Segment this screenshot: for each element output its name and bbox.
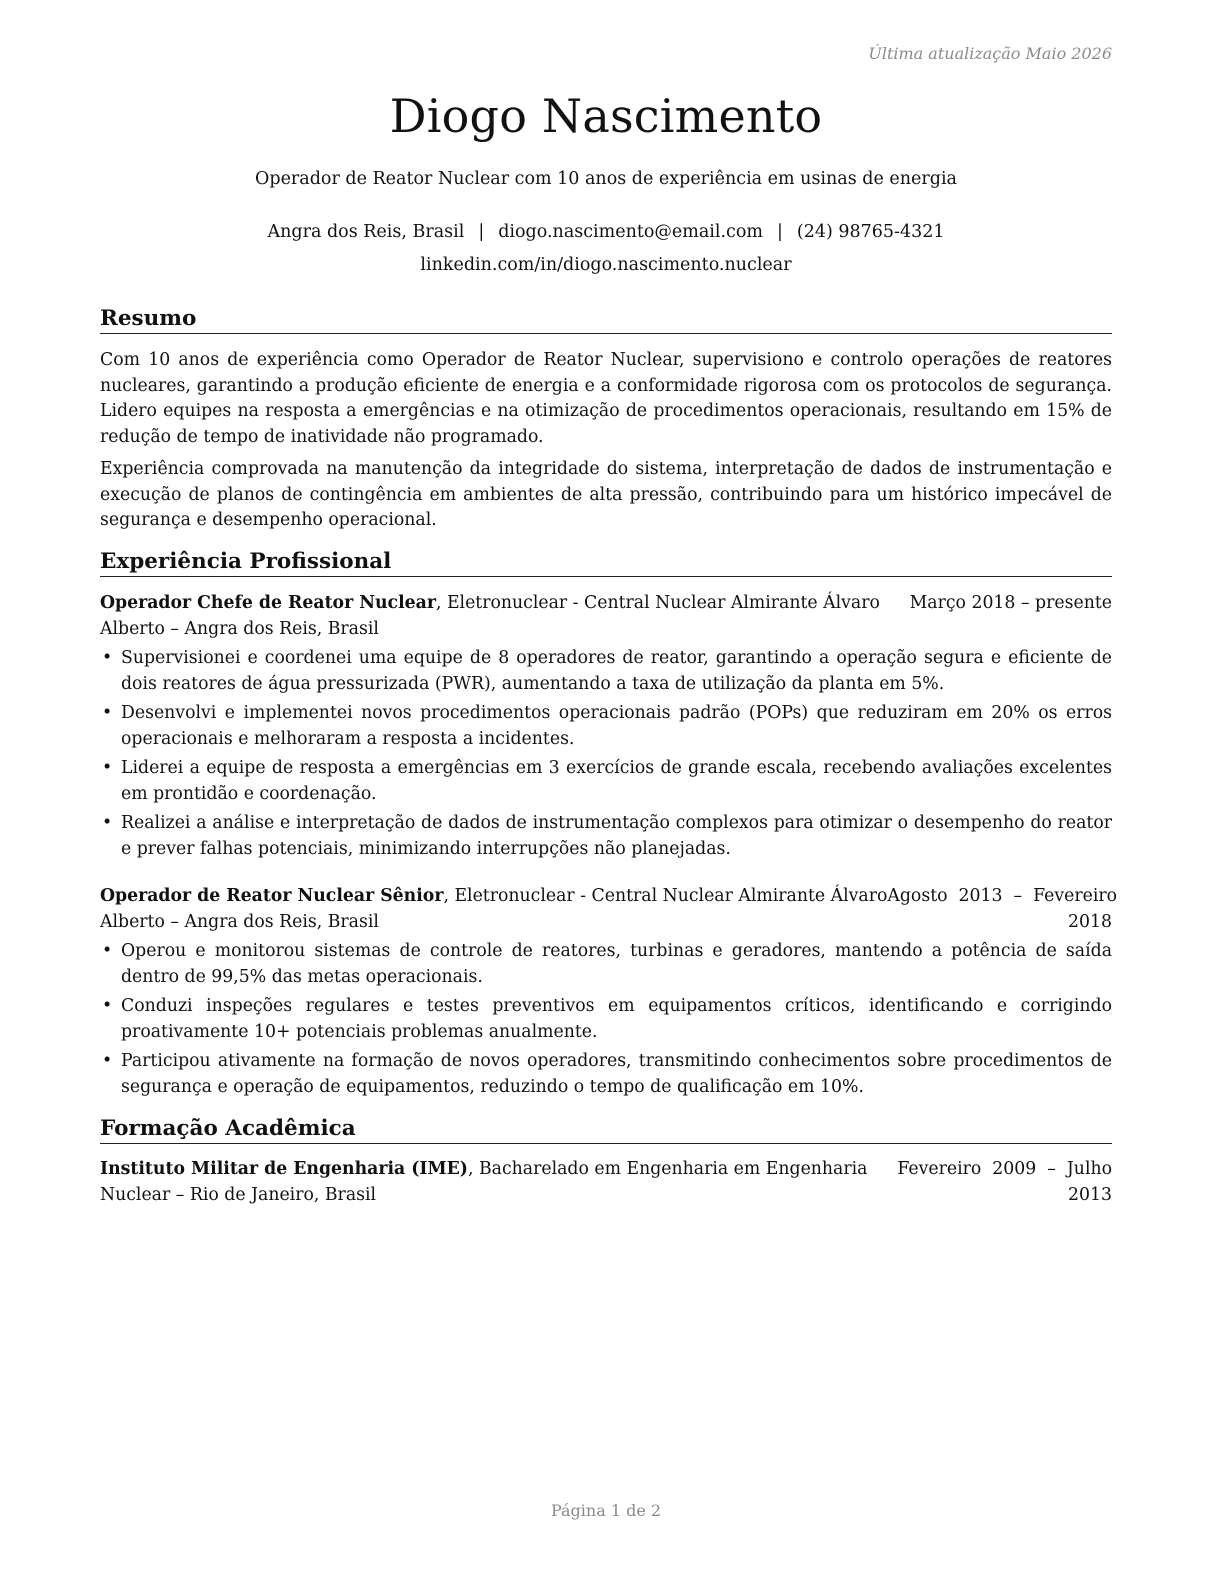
job-bullet: • Conduzi inspeções regulares e testes preventivos em equipamentos críticos, identificando e corrigindo proativamente 10+ potenciais problemas anualmente. bbox=[100, 994, 1112, 1045]
education-dates-continued: 2013 bbox=[1068, 1184, 1112, 1205]
job-dates: Março 2018 – presente bbox=[909, 593, 1112, 613]
job-header bbox=[100, 591, 1112, 642]
job-bullet: • Supervisionei e coordenei uma equipe de 8 operadores de reator, garantindo a operação segura e eficiente de dois reatores de água pressurizada (PWR), aumentando a taxa de utilização da planta em 5%. bbox=[100, 646, 1112, 697]
contact-location: Angra dos Reis, Brasil bbox=[267, 222, 465, 242]
contact-separator: | bbox=[478, 222, 485, 242]
section-title-experience: Experiência Profissional bbox=[100, 549, 1112, 577]
contact-info bbox=[100, 220, 1112, 244]
summary-paragraph: Experiência comprovada na manutenção da integridade do sistema, interpretação de dados de instrumentação e execução de planos de contingência em ambientes de alta pressão, contribuindo para um histórico impecável de segurança e desempenho operacional. bbox=[100, 459, 1112, 530]
section-title-summary: Resumo bbox=[100, 306, 1112, 334]
job-company: , Eletronuclear - Central Nuclear Almirante Álvaro bbox=[443, 886, 888, 906]
job-bullet: • Operou e monitorou sistemas de controle de reatores, turbinas e geradores, mantendo a potência de saída dentro de 99,5% das metas operacionais. bbox=[100, 939, 1112, 990]
education-dates: Fevereiro 2009 – Julho bbox=[897, 1159, 1112, 1179]
education-entry bbox=[100, 1157, 1112, 1208]
summary-paragraph: Com 10 anos de experiência como Operador de Reator Nuclear, supervisiono e controlo operações de reatores nucleares, garantindo a produção eficiente de energia e a conformidade rigorosa com os protocolos de segurança. Lidero equipes na resposta a emergências e na otimização de procedimentos operacionais, resultando em 15% de redução de tempo de inatividade não programado. bbox=[100, 350, 1112, 447]
job-bullet-list bbox=[100, 646, 1112, 862]
education-degree: , Bacharelado em Engenharia em Engenharia bbox=[467, 1159, 868, 1179]
contact-separator: | bbox=[777, 222, 783, 242]
education-institution: Instituto Militar de Engenharia (IME) bbox=[100, 1159, 468, 1179]
job-company-location: Alberto – Angra dos Reis, Brasil bbox=[100, 911, 379, 932]
contact-phone: (24) 98765-4321 bbox=[796, 222, 945, 242]
job-company: , Eletronuclear - Central Nuclear Almirante Álvaro bbox=[435, 593, 880, 613]
job-role: Operador de Reator Nuclear Sênior bbox=[100, 886, 444, 906]
job-bullet-list bbox=[100, 939, 1112, 1100]
candidate-name: Diogo Nascimento bbox=[389, 89, 823, 143]
last-updated-note: Última atualização Maio 2026 bbox=[868, 44, 1112, 63]
contact-linkedin[interactable]: linkedin.com/in/diogo.nascimento.nuclear bbox=[420, 255, 792, 275]
education-degree-location: Nuclear – Rio de Janeiro, Brasil bbox=[100, 1184, 377, 1205]
job-dates-continued: 2018 bbox=[1068, 911, 1112, 932]
job-header bbox=[100, 884, 1118, 935]
resume-page bbox=[100, 0, 1118, 1584]
job-bullet: • Realizei a análise e interpretação de dados de instrumentação complexos para otimizar o desempenho do reator e prever falhas potenciais, minimizando interrupções não planejadas. bbox=[100, 811, 1112, 862]
job-bullet: • Participou ativamente na formação de novos operadores, transmitindo conhecimentos sobre procedimentos de segurança e operação de equipamentos, reduzindo o tempo de qualificação em 10%. bbox=[100, 1049, 1112, 1100]
page-number: Página 1 de 2 bbox=[550, 1501, 662, 1520]
job-bullet: • Liderei a equipe de resposta a emergências em 3 exercícios de grande escala, recebendo avaliações excelentes em prontidão e coordenação. bbox=[100, 756, 1112, 807]
job-company-location: Alberto – Angra dos Reis, Brasil bbox=[100, 618, 379, 639]
job-dates: Agosto 2013 – Fevereiro bbox=[887, 886, 1118, 906]
section-title-education: Formação Acadêmica bbox=[100, 1116, 1112, 1144]
contact-email[interactable]: diogo.nascimento@email.com bbox=[498, 222, 763, 242]
job-bullet: • Desenvolvi e implementei novos procedimentos operacionais padrão (POPs) que reduziram em 20% os erros operacionais e melhoraram a resposta a incidentes. bbox=[100, 701, 1112, 752]
job-role: Operador Chefe de Reator Nuclear bbox=[100, 593, 436, 613]
candidate-headline: Operador de Reator Nuclear com 10 anos de experiência em usinas de energia bbox=[255, 169, 957, 189]
